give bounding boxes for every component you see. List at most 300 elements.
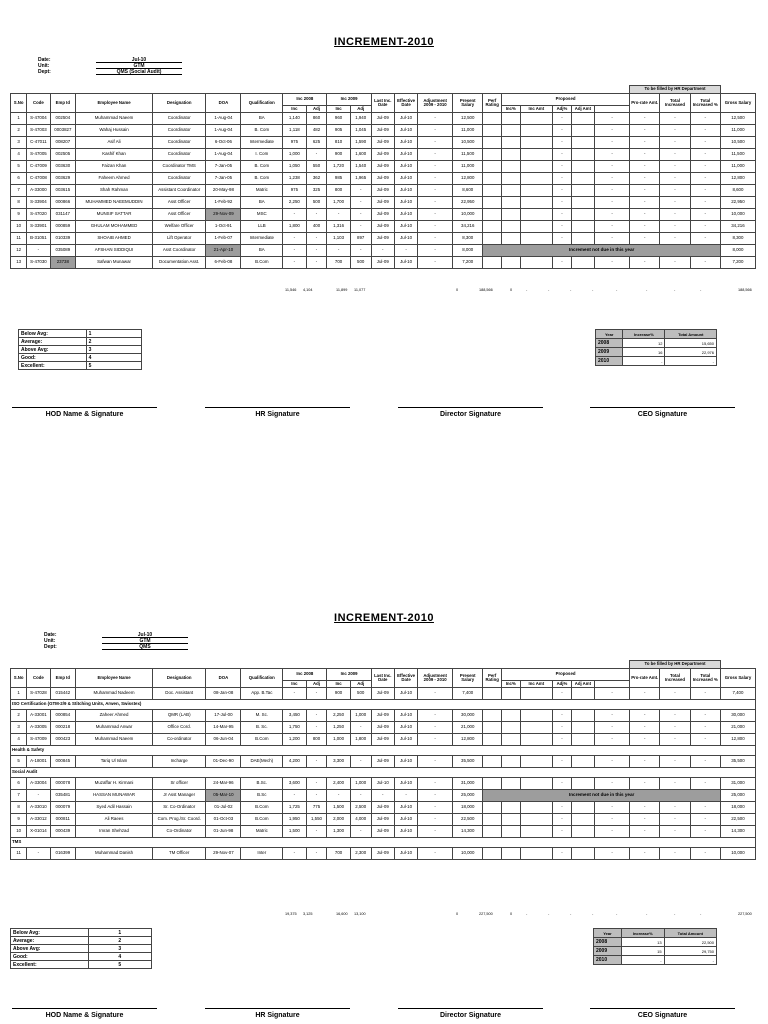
summary-increase-pct: 16 bbox=[623, 348, 665, 357]
table-cell: 1,118 bbox=[283, 125, 306, 137]
table-cell: - bbox=[350, 722, 371, 734]
table-cell bbox=[483, 802, 502, 814]
sub-inc: Inc bbox=[327, 681, 350, 688]
rating-row bbox=[19, 362, 142, 370]
rating-row bbox=[11, 929, 152, 937]
table-cell: 1,000 bbox=[350, 710, 371, 722]
table-cell: 800 bbox=[327, 185, 350, 197]
table-cell: B. Com bbox=[241, 125, 283, 137]
table-cell: - bbox=[595, 113, 630, 125]
table-cell: A-33004 bbox=[27, 778, 50, 790]
section-row bbox=[11, 746, 756, 756]
table-cell: Jul-09 bbox=[371, 233, 394, 245]
total-value: 11,899 bbox=[336, 288, 348, 292]
total-value: - bbox=[592, 912, 594, 916]
table-cell: Jul-09 bbox=[371, 209, 394, 221]
total-value: 0 bbox=[510, 288, 513, 292]
table-cell bbox=[501, 756, 520, 768]
table-cell bbox=[520, 137, 553, 149]
table-cell: - bbox=[595, 710, 630, 722]
table-cell: 860 bbox=[306, 113, 327, 125]
signature-label: CEO Signature bbox=[637, 411, 688, 418]
table-cell: Matric bbox=[241, 826, 283, 838]
col-proposed: Proposed bbox=[501, 94, 629, 106]
table-cell: Jr Asst Manager bbox=[152, 790, 206, 802]
table-cell: 10,000 bbox=[453, 209, 483, 221]
summary-year: 2009 bbox=[594, 947, 622, 956]
table-cell bbox=[520, 722, 553, 734]
section-label: ISO Certification (GTM-2/9 & Stitching Units, Arwen, Swisstex) bbox=[11, 700, 756, 710]
table-cell: - bbox=[660, 149, 690, 161]
table-cell: - bbox=[690, 710, 720, 722]
total-value: - bbox=[700, 288, 702, 292]
table-cell: B.Sc. bbox=[241, 778, 283, 790]
table-cell: 1,700 bbox=[327, 197, 350, 209]
sub-adj: Adj bbox=[306, 681, 327, 688]
table-cell: Co-Ordinator bbox=[152, 826, 206, 838]
sub-inc: Inc bbox=[283, 106, 306, 113]
table-cell: 24-Mar-96 bbox=[206, 778, 241, 790]
signature-block bbox=[398, 1008, 543, 1019]
table-cell: Muhammad Naeem bbox=[76, 113, 153, 125]
table-cell: 2,000 bbox=[327, 814, 350, 826]
table-cell: - bbox=[418, 137, 453, 149]
table-cell: 31,000 bbox=[720, 778, 755, 790]
table-cell: - bbox=[690, 209, 720, 221]
table-cell bbox=[571, 257, 594, 269]
table-cell: 11,000 bbox=[720, 125, 755, 137]
rating-row bbox=[19, 354, 142, 362]
table-cell: - bbox=[690, 814, 720, 826]
table-cell bbox=[520, 209, 553, 221]
table-cell: Jul-09 bbox=[371, 756, 394, 768]
meta-label: Date: bbox=[38, 57, 51, 63]
table-cell: 12 bbox=[11, 245, 27, 257]
rating-value: 3 bbox=[88, 945, 151, 953]
signature-label: HR Signature bbox=[255, 411, 300, 418]
table-cell bbox=[520, 778, 553, 790]
table-cell bbox=[571, 221, 594, 233]
table-cell: 8 bbox=[11, 197, 27, 209]
table-cell: 1-Aug-04 bbox=[206, 113, 241, 125]
table-cell: - bbox=[553, 197, 572, 209]
table-cell bbox=[483, 209, 502, 221]
table-cell: 2,250 bbox=[283, 197, 306, 209]
table-cell: - bbox=[306, 209, 327, 221]
table-cell: - bbox=[418, 125, 453, 137]
increment-table bbox=[10, 85, 756, 269]
total-value: - bbox=[646, 288, 648, 292]
table-cell: 3,600 bbox=[283, 778, 306, 790]
sub-adj-amt: Adj Amt bbox=[571, 106, 594, 113]
table-cell: - bbox=[595, 814, 630, 826]
table-cell: - bbox=[306, 257, 327, 269]
table-cell: - bbox=[690, 137, 720, 149]
col-sno: S.No bbox=[11, 669, 27, 688]
table-cell bbox=[571, 209, 594, 221]
header-spacer bbox=[720, 86, 755, 94]
col-sno: S.No bbox=[11, 94, 27, 113]
table-cell: Jul-10 bbox=[394, 802, 417, 814]
table-cell: 1,140 bbox=[283, 113, 306, 125]
table-cell bbox=[483, 221, 502, 233]
table-cell: 12,800 bbox=[453, 734, 483, 746]
table-cell: - bbox=[690, 688, 720, 700]
table-cell: MUHAMMED NAEEMUDDIN bbox=[76, 197, 153, 209]
total-value: - bbox=[592, 288, 594, 292]
increase-summary bbox=[595, 329, 717, 366]
summary-year: 2009 bbox=[596, 348, 623, 357]
table-cell: 20-May-98 bbox=[206, 185, 241, 197]
table-cell: - bbox=[660, 814, 690, 826]
table-cell: Documentation Asst. bbox=[152, 257, 206, 269]
signature-block bbox=[205, 1008, 350, 1019]
col-emp-id: Emp Id bbox=[50, 669, 76, 688]
section-row bbox=[11, 838, 756, 848]
rating-value: 5 bbox=[88, 961, 151, 969]
table-cell bbox=[483, 778, 502, 790]
table-row bbox=[11, 826, 756, 838]
table-cell: - bbox=[350, 790, 371, 802]
table-cell: - bbox=[660, 161, 690, 173]
table-cell: 775 bbox=[306, 802, 327, 814]
col-qualification: Qualification bbox=[241, 669, 283, 688]
table-cell: 01-Oct-03 bbox=[206, 814, 241, 826]
table-row bbox=[11, 802, 756, 814]
table-cell: 21,000 bbox=[720, 722, 755, 734]
table-cell: 550 bbox=[306, 161, 327, 173]
table-cell: 06-Jun-04 bbox=[206, 734, 241, 746]
table-cell: - bbox=[660, 778, 690, 790]
table-cell: - bbox=[630, 257, 660, 269]
table-cell: - bbox=[283, 233, 306, 245]
table-cell bbox=[501, 802, 520, 814]
table-cell: BA bbox=[241, 245, 283, 257]
table-cell: - bbox=[553, 814, 572, 826]
table-cell: 975 bbox=[283, 185, 306, 197]
sub-inc: Inc bbox=[283, 681, 306, 688]
summary-total-amount: 15,650 bbox=[665, 339, 717, 348]
table-cell: - bbox=[418, 185, 453, 197]
table-cell: - bbox=[690, 848, 720, 860]
rating-row bbox=[19, 330, 142, 338]
table-cell bbox=[483, 233, 502, 245]
table-cell: - bbox=[327, 209, 350, 221]
table-cell: - bbox=[553, 161, 572, 173]
table-cell: 5 bbox=[11, 756, 27, 768]
table-cell bbox=[520, 734, 553, 746]
table-cell: S-47030 bbox=[27, 257, 50, 269]
signature-label: CEO Signature bbox=[637, 1012, 688, 1019]
table-cell bbox=[483, 161, 502, 173]
table-cell: X-01014 bbox=[27, 826, 50, 838]
table-cell: - bbox=[595, 257, 630, 269]
table-cell: - bbox=[660, 688, 690, 700]
table-cell: S-33901 bbox=[27, 221, 50, 233]
total-value: - bbox=[526, 912, 528, 916]
table-cell bbox=[571, 756, 594, 768]
table-cell bbox=[520, 802, 553, 814]
rating-label: Above Avg: bbox=[19, 346, 87, 354]
table-cell: M. Sc. bbox=[241, 710, 283, 722]
summary-row bbox=[596, 339, 717, 348]
table-cell: Muzaffar H. Kirmani bbox=[76, 778, 153, 790]
table-cell bbox=[571, 233, 594, 245]
table-cell: - bbox=[690, 149, 720, 161]
table-cell bbox=[571, 688, 594, 700]
table-cell: - bbox=[660, 233, 690, 245]
table-cell: - bbox=[660, 221, 690, 233]
table-cell: Assistant Coordinator bbox=[152, 185, 206, 197]
meta-value: GTM bbox=[102, 638, 188, 644]
col-total-increased: Total Increased bbox=[660, 669, 690, 688]
table-cell: B.Com bbox=[241, 802, 283, 814]
summary-increase-pct: 12 bbox=[623, 339, 665, 348]
table-cell: 700 bbox=[327, 257, 350, 269]
table-cell: 1 bbox=[11, 688, 27, 700]
summary-total-amount: 22,976 bbox=[665, 348, 717, 357]
table-cell bbox=[483, 848, 502, 860]
table-cell: - bbox=[690, 756, 720, 768]
table-cell: BA bbox=[241, 197, 283, 209]
table-cell: 810 bbox=[327, 137, 350, 149]
table-cell: Jul-09 bbox=[371, 137, 394, 149]
table-cell: - bbox=[306, 149, 327, 161]
table-cell: - bbox=[595, 778, 630, 790]
table-cell bbox=[501, 197, 520, 209]
table-cell: 003629 bbox=[50, 173, 76, 185]
table-cell: 1,540 bbox=[350, 161, 371, 173]
meta-value: QMS bbox=[102, 644, 188, 650]
sub-adj-pct: Adj% bbox=[553, 106, 572, 113]
table-cell: Zaheer Ahmed bbox=[76, 710, 153, 722]
col-qualification: Qualification bbox=[241, 94, 283, 113]
header-spacer bbox=[11, 661, 630, 669]
table-cell: Jul-10 bbox=[394, 113, 417, 125]
table-cell: - bbox=[660, 848, 690, 860]
table-cell: - bbox=[394, 790, 417, 802]
table-cell: - bbox=[630, 756, 660, 768]
rating-value: 2 bbox=[86, 338, 141, 346]
col-inc-2008: Inc 2008 bbox=[283, 669, 327, 681]
table-cell: - bbox=[418, 149, 453, 161]
table-cell: - bbox=[660, 185, 690, 197]
meta-label: Unit: bbox=[44, 638, 56, 644]
col-employee-name: Employee Name bbox=[76, 669, 153, 688]
table-cell: - bbox=[660, 756, 690, 768]
signature-block bbox=[590, 1008, 735, 1019]
table-cell: 14-Mar-95 bbox=[206, 722, 241, 734]
table-cell: Jul-09 bbox=[371, 848, 394, 860]
table-cell: AFSHAN SIDDIQUI bbox=[76, 245, 153, 257]
table-cell: Wahaj Hussain bbox=[76, 125, 153, 137]
table-cell: 22,950 bbox=[720, 197, 755, 209]
table-cell: 0003827 bbox=[50, 125, 76, 137]
table-cell bbox=[501, 173, 520, 185]
table-cell: Coordinator bbox=[152, 149, 206, 161]
table-cell bbox=[501, 688, 520, 700]
table-cell: - bbox=[553, 233, 572, 245]
total-value: 188,566 bbox=[738, 288, 752, 292]
table-cell: 010339 bbox=[50, 233, 76, 245]
rating-value: 1 bbox=[88, 929, 151, 937]
table-cell: - bbox=[690, 778, 720, 790]
table-cell: Intermediate bbox=[241, 233, 283, 245]
table-cell: 1-Feb-07 bbox=[206, 233, 241, 245]
table-cell: - bbox=[553, 185, 572, 197]
table-cell: - bbox=[553, 722, 572, 734]
table-row bbox=[11, 161, 756, 173]
table-cell: 960 bbox=[327, 113, 350, 125]
rating-legend bbox=[18, 329, 142, 370]
table-cell: - bbox=[630, 173, 660, 185]
rating-legend bbox=[10, 928, 152, 969]
table-cell: - bbox=[660, 802, 690, 814]
table-cell: 1,316 bbox=[327, 221, 350, 233]
table-cell: 1,300 bbox=[327, 826, 350, 838]
table-cell: - bbox=[660, 137, 690, 149]
table-cell: - bbox=[630, 710, 660, 722]
signature-block bbox=[398, 407, 543, 418]
table-cell: 800 bbox=[306, 734, 327, 746]
table-cell: - bbox=[630, 826, 660, 838]
total-value: - bbox=[646, 912, 648, 916]
table-cell: 2 bbox=[11, 125, 27, 137]
table-cell: 10,000 bbox=[720, 848, 755, 860]
table-cell: 7 bbox=[11, 185, 27, 197]
table-cell: 10,500 bbox=[453, 137, 483, 149]
meta-value: Jul-10 bbox=[102, 632, 188, 638]
table-cell bbox=[501, 257, 520, 269]
table-cell: - bbox=[690, 802, 720, 814]
col-employee-name: Employee Name bbox=[76, 94, 153, 113]
table-cell: A-18001 bbox=[27, 756, 50, 768]
table-cell: 12,800 bbox=[453, 173, 483, 185]
total-value: 0 bbox=[456, 288, 459, 292]
meta-label: Date: bbox=[44, 632, 57, 638]
table-cell: Imran Shehzad bbox=[76, 826, 153, 838]
table-cell bbox=[483, 185, 502, 197]
table-cell: Matric bbox=[241, 185, 283, 197]
table-cell: - bbox=[553, 125, 572, 137]
increment-sheet-2 bbox=[0, 512, 768, 1024]
table-cell bbox=[483, 756, 502, 768]
summary-year: 2008 bbox=[596, 339, 623, 348]
col-perf-rating: Perf Rating bbox=[483, 94, 502, 113]
table-cell: - bbox=[418, 814, 453, 826]
table-cell: Jul-10 bbox=[394, 734, 417, 746]
col-inc-2009: Inc 2009 bbox=[327, 669, 371, 681]
section-label: TMS bbox=[11, 838, 756, 848]
total-value: - bbox=[616, 912, 618, 916]
table-cell: 000854 bbox=[50, 710, 76, 722]
table-cell: 4 bbox=[11, 149, 27, 161]
table-cell: - bbox=[630, 185, 660, 197]
table-cell: - bbox=[630, 848, 660, 860]
table-cell: - bbox=[418, 848, 453, 860]
table-cell: 12,800 bbox=[720, 173, 755, 185]
total-value: - bbox=[526, 288, 528, 292]
table-cell: 10 bbox=[11, 826, 27, 838]
table-cell: - bbox=[690, 125, 720, 137]
table-cell: Kashif Khan bbox=[76, 149, 153, 161]
table-cell: - bbox=[283, 688, 306, 700]
table-cell bbox=[520, 710, 553, 722]
table-cell bbox=[571, 137, 594, 149]
table-cell: - bbox=[283, 209, 306, 221]
summary-header: Year bbox=[594, 929, 622, 938]
table-cell: 002505 bbox=[50, 149, 76, 161]
total-value: - bbox=[570, 912, 572, 916]
col-code: Code bbox=[27, 669, 50, 688]
table-cell: 8,600 bbox=[453, 185, 483, 197]
table-row bbox=[11, 790, 756, 802]
table-cell: Jul-09 bbox=[371, 826, 394, 838]
table-cell: - bbox=[418, 113, 453, 125]
col-total-increased-pct: Total Increased % bbox=[690, 94, 720, 113]
table-cell: 482 bbox=[306, 125, 327, 137]
table-cell: - bbox=[553, 848, 572, 860]
table-cell: 25,000 bbox=[453, 790, 483, 802]
table-cell bbox=[501, 161, 520, 173]
meta-value: Jul-10 bbox=[96, 57, 182, 63]
table-cell: 362 bbox=[306, 173, 327, 185]
table-cell: Jul-09 bbox=[371, 221, 394, 233]
sheet-meta bbox=[38, 57, 182, 75]
col-code: Code bbox=[27, 94, 50, 113]
table-cell: 1,000 bbox=[283, 149, 306, 161]
table-cell: I. Com bbox=[241, 149, 283, 161]
table-cell: Ali Raees bbox=[76, 814, 153, 826]
table-cell: 1-Oct-91 bbox=[206, 221, 241, 233]
table-cell: - bbox=[306, 848, 327, 860]
table-row bbox=[11, 233, 756, 245]
table-cell: 1,750 bbox=[283, 722, 306, 734]
table-cell: 1,590 bbox=[350, 137, 371, 149]
table-cell: - bbox=[630, 814, 660, 826]
table-cell bbox=[571, 848, 594, 860]
rating-row bbox=[11, 953, 152, 961]
table-cell: 3 bbox=[11, 137, 27, 149]
table-cell: 000439 bbox=[50, 826, 76, 838]
table-cell: - bbox=[690, 197, 720, 209]
table-cell: Coordinator bbox=[152, 173, 206, 185]
table-cell bbox=[520, 257, 553, 269]
hr-department-header: To be filled by HR Department bbox=[630, 661, 721, 669]
table-cell: 35,500 bbox=[453, 756, 483, 768]
summary-increase-pct: 15 bbox=[621, 947, 664, 956]
table-cell: Faheem Ahmed bbox=[76, 173, 153, 185]
table-cell: Jul-09 bbox=[371, 185, 394, 197]
table-cell: - bbox=[690, 734, 720, 746]
table-cell: - bbox=[306, 722, 327, 734]
table-cell: - bbox=[553, 802, 572, 814]
table-cell: - bbox=[553, 734, 572, 746]
signature-label: Director Signature bbox=[439, 1012, 502, 1019]
table-cell: 500 bbox=[350, 688, 371, 700]
col-total-increased: Total Increased bbox=[660, 94, 690, 113]
signature-block bbox=[205, 407, 350, 418]
table-cell bbox=[501, 185, 520, 197]
summary-total-amount: 22,500 bbox=[664, 938, 716, 947]
table-cell bbox=[501, 722, 520, 734]
summary-increase-pct: - bbox=[621, 956, 664, 965]
signature-label: HOD Name & Signature bbox=[45, 411, 124, 418]
table-cell: 08-Jan-08 bbox=[206, 688, 241, 700]
table-cell: - bbox=[630, 209, 660, 221]
col-adjustment: Adjustment 2009 - 2010 bbox=[418, 94, 453, 113]
table-cell: 10 bbox=[11, 221, 27, 233]
